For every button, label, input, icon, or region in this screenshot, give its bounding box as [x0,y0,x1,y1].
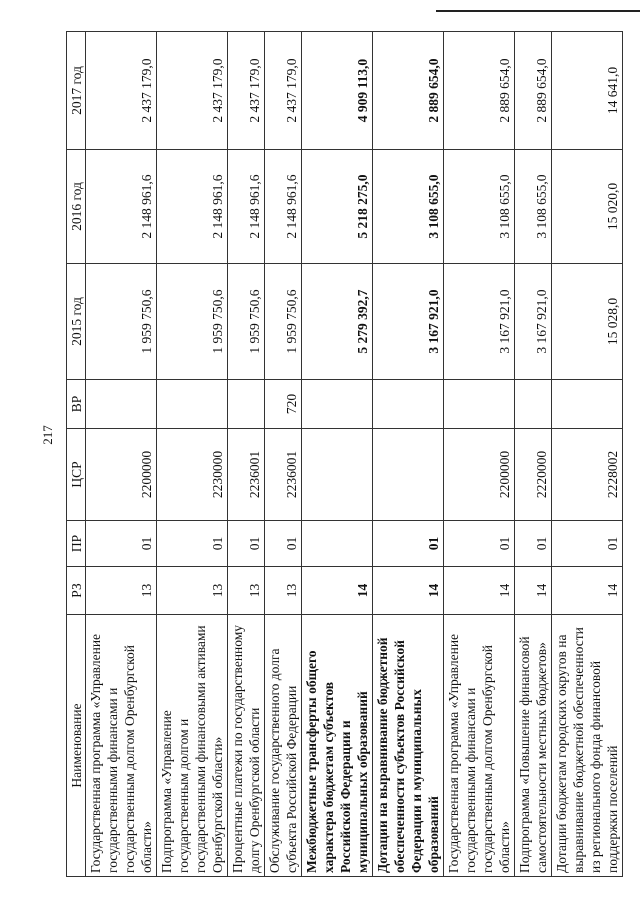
table-row [373,32,444,877]
row-csr: 2230000 [157,429,228,521]
row-vr [552,380,623,429]
row-pr [302,521,373,567]
header-vr: ВР [67,380,86,429]
header-name: Наименование [67,615,86,877]
row-2015: 1 959 750,6 [157,264,228,380]
row-2016: 5 218 275,0 [302,150,373,264]
row-2015: 15 028,0 [552,264,623,380]
table-header-row [67,32,86,877]
table-row [302,32,373,877]
table-row [444,32,515,877]
row-2016: 2 148 961,6 [228,150,265,264]
row-2016: 3 108 655,0 [373,150,444,264]
row-pr: 01 [552,521,623,567]
header-pr: ПР [67,521,86,567]
row-2016: 2 148 961,6 [265,150,302,264]
row-name: Государственная программа «Управление государственными финансами и государственным долгом Оренбургской области» [444,615,515,877]
row-name: Государственная программа «Управление государственными финансами и государственным долгом Оренбургской области» [86,615,157,877]
row-name: Дотации на выравнивание бюджетной обеспеченности субъектов Российской Федерации и муниципальных образований [373,615,444,877]
row-2015: 3 167 921,0 [444,264,515,380]
row-name: Дотации бюджетам городских округов на выравнивание бюджетной обеспеченности из регионального фонда финансовой поддержки поселений [552,615,623,877]
row-vr [302,380,373,429]
row-pr: 01 [265,521,302,567]
table-row [265,32,302,877]
row-rz: 13 [157,567,228,615]
row-2015: 1 959 750,6 [265,264,302,380]
row-vr [86,380,157,429]
row-csr: 2200000 [444,429,515,521]
row-csr [373,429,444,521]
row-csr: 2236001 [265,429,302,521]
table-row [157,32,228,877]
table-body [86,32,623,877]
row-pr: 01 [157,521,228,567]
table-row [228,32,265,877]
row-name: Обслуживание государственного долга субъекта Российской Федерации [265,615,302,877]
row-2017: 2 437 179,0 [86,32,157,150]
table-row [552,32,623,877]
row-2015: 1 959 750,6 [228,264,265,380]
row-rz: 14 [373,567,444,615]
page-number: 217 [40,425,55,445]
row-2015: 3 167 921,0 [373,264,444,380]
row-rz: 13 [86,567,157,615]
row-name: Подпрограмма «Управление государственным долгом и государственными финансовыми активами Оренбургской области» [157,615,228,877]
row-2017: 4 909 113,0 [302,32,373,150]
row-2017: 2 437 179,0 [265,32,302,150]
header-rz: РЗ [67,567,86,615]
row-vr [444,380,515,429]
row-csr: 2200000 [86,429,157,521]
row-csr: 2228002 [552,429,623,521]
row-rz: 14 [515,567,552,615]
row-2017: 2 889 654,0 [373,32,444,150]
row-csr: 2236001 [228,429,265,521]
row-2017: 2 437 179,0 [228,32,265,150]
row-rz: 13 [228,567,265,615]
row-2015: 1 959 750,6 [86,264,157,380]
top-border-line [436,10,640,12]
row-pr: 01 [444,521,515,567]
table-row [515,32,552,877]
row-vr [373,380,444,429]
row-vr [515,380,552,429]
row-pr: 01 [228,521,265,567]
row-2016: 2 148 961,6 [157,150,228,264]
header-csr: ЦСР [67,429,86,521]
row-vr: 720 [265,380,302,429]
row-2017: 2 437 179,0 [157,32,228,150]
row-rz: 14 [302,567,373,615]
row-rz: 13 [265,567,302,615]
header-2016: 2016 год [67,150,86,264]
row-2016: 15 020,0 [552,150,623,264]
header-2015: 2015 год [67,264,86,380]
row-name: Процентные платежи по государственному долгу Оренбургской области [228,615,265,877]
row-vr [157,380,228,429]
row-2017: 2 889 654,0 [444,32,515,150]
row-2015: 5 279 392,7 [302,264,373,380]
row-pr: 01 [86,521,157,567]
row-2016: 2 148 961,6 [86,150,157,264]
row-rz: 14 [444,567,515,615]
row-pr: 01 [373,521,444,567]
row-2015: 3 167 921,0 [515,264,552,380]
header-2017: 2017 год [67,32,86,150]
row-2017: 14 641,0 [552,32,623,150]
row-csr [302,429,373,521]
row-2016: 3 108 655,0 [444,150,515,264]
rotated-table-sheet [66,32,620,877]
row-2016: 3 108 655,0 [515,150,552,264]
budget-table [66,31,623,877]
row-csr: 2220000 [515,429,552,521]
row-vr [228,380,265,429]
row-2017: 2 889 654,0 [515,32,552,150]
table-row [86,32,157,877]
row-pr: 01 [515,521,552,567]
row-name: Межбюджетные трансферты общего характера бюджетам субъектов Российской Федерации и муниципальных образований [302,615,373,877]
row-rz: 14 [552,567,623,615]
row-name: Подпрограмма «Повышение финансовой самостоятельности местных бюджетов» [515,615,552,877]
